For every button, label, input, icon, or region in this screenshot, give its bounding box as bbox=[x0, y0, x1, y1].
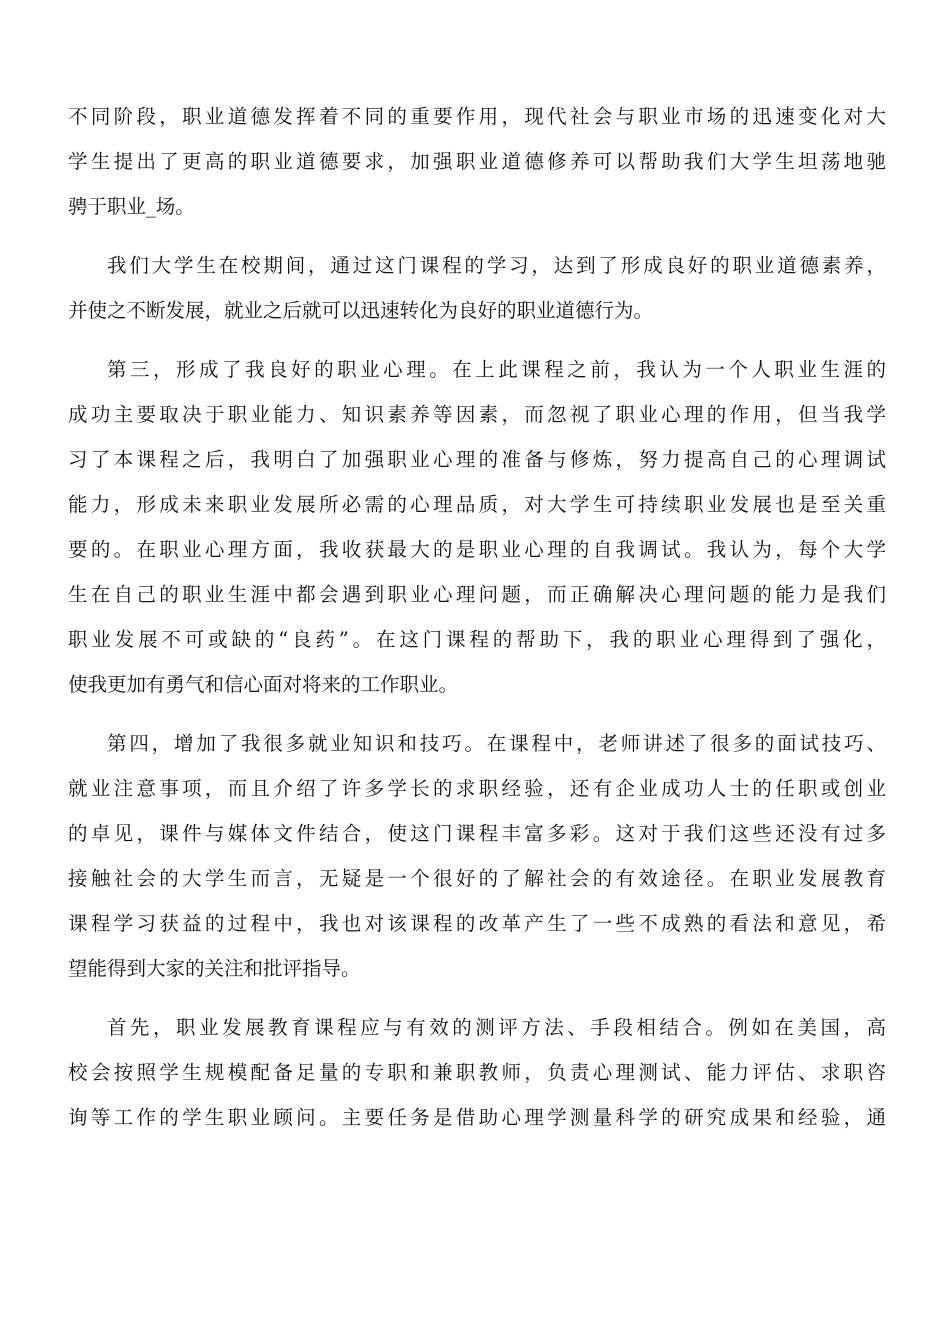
paragraph bbox=[68, 94, 886, 229]
paragraph bbox=[68, 721, 886, 991]
text-line: 询等工作的学生职业顾问。主要任务是借助心理学测量科学的研究成果和经验，通 bbox=[68, 1106, 886, 1129]
text-line: 骋于职业_场。 bbox=[68, 195, 195, 218]
paragraph-gap bbox=[68, 991, 886, 1005]
text-line: 习了本课程之后，我明白了加强职业心理的准备与修炼，努力提高自己的心理调试 bbox=[68, 448, 886, 471]
text-line: 使我更加有勇气和信心面对将来的工作职业。 bbox=[68, 673, 459, 696]
text-line: 首先，职业发展教育课程应与有效的测评方法、手段相结合。例如在美国，高 bbox=[107, 1016, 886, 1039]
paragraph-gap bbox=[68, 333, 886, 347]
text-line: 并使之不断发展，就业之后就可以迅速转化为良好的职业道德行为。 bbox=[68, 299, 654, 322]
text-line: 要的。在职业心理方面，我收获最大的是职业心理的自我调试。我认为，每个大学 bbox=[68, 538, 886, 561]
text-line: 课程学习获益的过程中，我也对该课程的改革产生了一些不成熟的看法和意见，希 bbox=[68, 912, 886, 935]
text-line: 不同阶段，职业道德发挥着不同的重要作用，现代社会与职业市场的迅速变化对大 bbox=[68, 105, 886, 128]
text-line: 职业发展不可或缺的“良药”。在这门课程的帮助下，我的职业心理得到了强化， bbox=[68, 628, 886, 651]
paragraph-gap bbox=[68, 229, 886, 243]
text-line: 接触社会的大学生而言，无疑是一个很好的了解社会的有效途径。在职业发展教育 bbox=[68, 867, 886, 890]
paragraph-gap bbox=[68, 707, 886, 721]
paragraph bbox=[68, 347, 886, 707]
text-line: 第三，形成了我良好的职业心理。在上此课程之前，我认为一个人职业生涯的 bbox=[107, 358, 886, 381]
text-line: 能力，形成未来职业发展所必需的心理品质，对大学生可持续职业发展也是至关重 bbox=[68, 493, 886, 516]
paragraph bbox=[68, 1005, 886, 1140]
document-body bbox=[68, 94, 886, 1140]
text-line: 的卓见，课件与媒体文件结合，使这门课程丰富多彩。这对于我们这些还没有过多 bbox=[68, 822, 886, 845]
text-line: 望能得到大家的关注和批评指导。 bbox=[68, 957, 361, 980]
text-line: 成功主要取决于职业能力、知识素养等因素，而忽视了职业心理的作用，但当我学 bbox=[68, 403, 886, 426]
text-line: 校会按照学生规模配备足量的专职和兼职教师，负责心理测试、能力评估、求职咨 bbox=[68, 1061, 886, 1084]
text-line: 生在自己的职业生涯中都会遇到职业心理问题，而正确解决心理问题的能力是我们 bbox=[68, 583, 886, 606]
paragraph bbox=[68, 243, 886, 333]
text-line: 学生提出了更高的职业道德要求，加强职业道德修养可以帮助我们大学生坦荡地驰 bbox=[68, 150, 886, 173]
text-line: 第四，增加了我很多就业知识和技巧。在课程中，老师讲述了很多的面试技巧、 bbox=[107, 732, 886, 755]
text-line: 我们大学生在校期间，通过这门课程的学习，达到了形成良好的职业道德素养， bbox=[107, 254, 886, 277]
text-line: 就业注意事项，而且介绍了许多学长的求职经验，还有企业成功人士的任职或创业 bbox=[68, 777, 886, 800]
